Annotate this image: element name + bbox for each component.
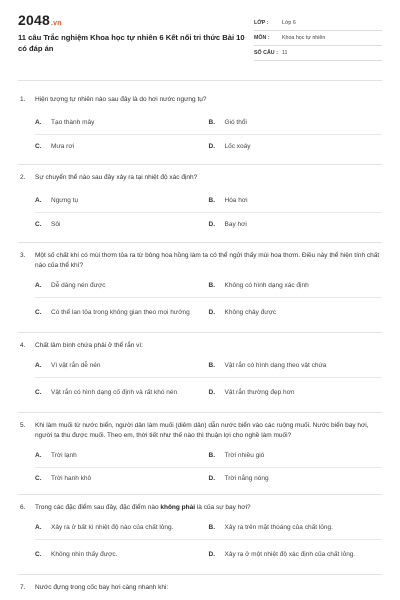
- question-number: 7.: [20, 584, 26, 591]
- document-meta: [254, 16, 382, 72]
- meta-value: Khoa học tự nhiên: [282, 35, 326, 41]
- question-4: [18, 341, 382, 408]
- option-c[interactable]: C. Sôi: [35, 220, 61, 228]
- question-number: 4.: [20, 342, 26, 349]
- option-a[interactable]: A. Vì vật rắn dễ nén: [35, 362, 101, 369]
- meta-class-row: [254, 16, 382, 31]
- question-text: Hiện tượng tự nhiên nào sau đây là do hơi nước ngưng tụ?: [35, 96, 207, 103]
- question-text: Một số chất khí có mùi thơm tỏa ra từ bông hoa hồng làm ta có thể ngửi thấy mùi hoa thơm. Điều này thể hiện tính chất nào của thể khí?: [35, 252, 380, 269]
- question-number: 5.: [20, 422, 26, 429]
- option-row: [35, 378, 382, 408]
- question-divider: [18, 332, 382, 333]
- option-b[interactable]: B. Gió thổi: [208, 118, 247, 126]
- option-b[interactable]: B. Trời nhiều gió: [208, 452, 265, 459]
- question-divider: [18, 242, 382, 243]
- option-a[interactable]: A. Xảy ra ở bất kì nhiệt độ nào của chất lỏng.: [35, 524, 174, 531]
- question-text: Nước đựng trong cốc bay hơi càng nhanh khi:: [35, 584, 169, 591]
- meta-count-row: [254, 46, 382, 61]
- question-divider: [18, 164, 382, 165]
- option-d[interactable]: D. Vật rắn thường đẹp hơn: [208, 389, 295, 396]
- option-a[interactable]: A. Tạo thành mây: [35, 118, 95, 126]
- question-6: [18, 503, 382, 570]
- document-title: 11 câu Trắc nghiệm Khoa học tự nhiên 6 Kết nối tri thức Bài 10 có đáp án: [18, 33, 245, 53]
- option-c[interactable]: C. Có thể lan tỏa trong không gian theo mọi hướng: [35, 309, 190, 316]
- option-d[interactable]: D. Xảy ra ở một nhiệt độ xác định của chất lỏng.: [208, 551, 356, 558]
- question-text: Trong các đặc điểm sau đây, đặc điểm nào không phải là của sự bay hơi?: [35, 504, 251, 511]
- option-c[interactable]: C. Mưa rơi: [35, 142, 75, 150]
- meta-value: 11: [282, 50, 288, 56]
- site-logo[interactable]: 2048.vn: [18, 12, 62, 28]
- option-row: [35, 275, 382, 298]
- option-a[interactable]: A. Ngưng tụ: [35, 196, 79, 204]
- meta-label: MÔN :: [254, 35, 270, 41]
- question-divider: [18, 494, 382, 495]
- option-c[interactable]: C. Trời hanh khô: [35, 475, 92, 482]
- question-text: Chất lâm bình chứa phải ở thể rắn vì:: [35, 342, 143, 349]
- option-row: [35, 517, 382, 540]
- question-number: 3.: [20, 252, 26, 259]
- question-text: Khi làm muối từ nước biển, người dân làm muối (diêm dân) dẫn nước biển vào các ruộng muối. Nước biển bay hơi, người ta thu được muối. Theo em, thời tiết như thế nào thì thuận lợi cho nghề làm muối?: [35, 422, 369, 439]
- question-number: 6.: [20, 504, 26, 511]
- option-a[interactable]: A. Dễ dàng nén được: [35, 282, 106, 289]
- meta-label: LỚP :: [254, 20, 269, 26]
- option-b[interactable]: B. Hóa hơi: [208, 196, 248, 204]
- question-number: 2.: [20, 174, 26, 181]
- question-3: [18, 251, 382, 328]
- option-row: [35, 111, 382, 135]
- option-row: [35, 213, 382, 236]
- question-divider: [18, 412, 382, 413]
- question-5: [18, 421, 382, 490]
- question-text: Sự chuyển thể nào sau đây xảy ra tại nhiệt độ xác định?: [35, 174, 198, 181]
- option-row: [35, 445, 382, 468]
- meta-subject-row: [254, 31, 382, 46]
- option-b[interactable]: B. Vật rắn có hình dạng theo vật chứa: [208, 362, 327, 369]
- option-c[interactable]: C. Vật rắn có hình dạng cố định và rất khó nén: [35, 389, 178, 396]
- option-row: [35, 468, 382, 490]
- document-header: [18, 0, 382, 72]
- option-c[interactable]: C. Không nhìn thấy được.: [35, 551, 118, 558]
- option-d[interactable]: D. Trời nắng nóng: [208, 475, 269, 482]
- question-1: [18, 95, 382, 158]
- question-2: [18, 173, 382, 236]
- option-row: [35, 540, 382, 570]
- option-d[interactable]: D. Lốc xoáy: [208, 142, 251, 150]
- question-divider: [18, 574, 382, 575]
- meta-label: SỐ CÂU :: [254, 50, 278, 56]
- option-d[interactable]: D. Bay hơi: [208, 220, 247, 228]
- meta-value: Lớp 6: [282, 20, 296, 26]
- option-b[interactable]: B. Không có hình dạng xác định: [208, 282, 309, 289]
- header-divider: [18, 80, 382, 81]
- emphasis-text: không phải: [160, 504, 196, 511]
- option-b[interactable]: B. Xảy ra trên mặt thoáng của chất lỏng.: [208, 524, 333, 531]
- question-7: [18, 583, 382, 593]
- option-row: [35, 135, 382, 158]
- option-row: [35, 189, 382, 213]
- option-d[interactable]: D. Không chảy được: [208, 309, 277, 316]
- option-a[interactable]: A. Trời lạnh: [35, 452, 77, 459]
- option-row: [35, 355, 382, 378]
- option-row: [35, 298, 382, 328]
- question-number: 1.: [20, 96, 26, 103]
